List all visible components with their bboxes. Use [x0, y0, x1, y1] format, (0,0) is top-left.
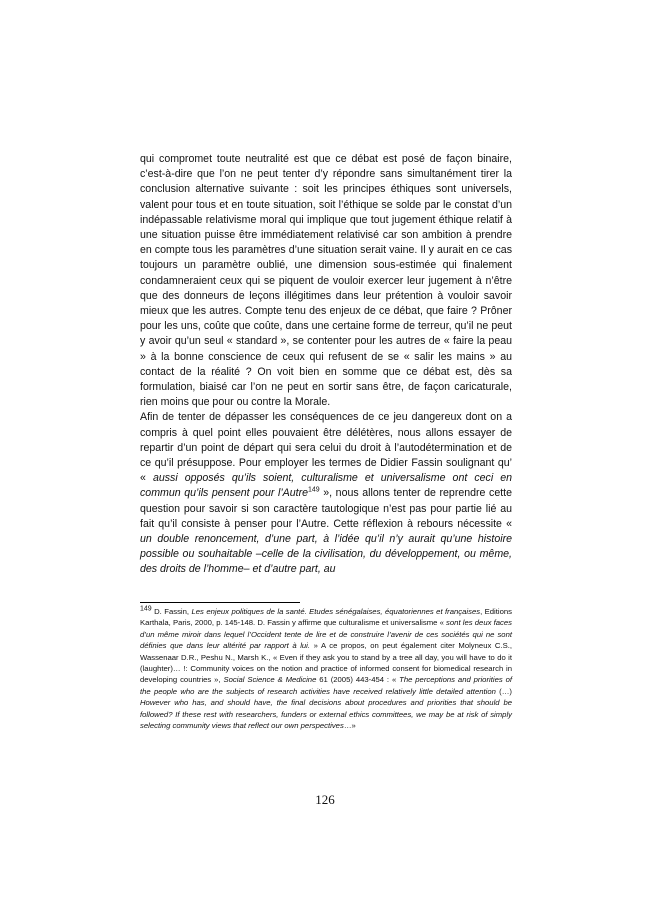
footnote-text: » A ce propos, on peut également citer Molyneux C.S., Wassenaar D.R., Peshu N., Marsh K., « Even if they ask you to stand by a tree all day, you will have to do it (laughter)… !: Community voices on the notion and practice of informed consent for biomedical research in developing countries »,	[140, 641, 512, 685]
paragraph-2	[140, 410, 512, 577]
footnote-text: , Editions Karthala, Paris, 2000, p. 145-148. D. Fassin y affirme que culturalisme et universalisme «	[140, 607, 513, 628]
footnote-149	[140, 606, 512, 731]
footnote-quote: sont les deux faces d’un même miroir dans lequel l’Occident tente de lire et de construire l’avenir de ces sociétés qui ne sont définies que dans leur altérité par rapport à lui.	[140, 618, 512, 651]
footnote-text: D. Fassin,	[151, 607, 192, 616]
paragraph-1-text: qui compromet toute neutralité est que ce débat est posé de façon binaire, c’est-à-dire que l’on ne peut tenter d’y répondre sans simultanément tirer la conclusion alternative suivante : soit les principes éthiques sont universels, valent pour tous et en toute situation, soit l’éthique se solde par le constat d’un indépassable relativisme moral qui implique que tout jugement éthique relatif à une situation puisse être immédiatement relativisé car son ambition à prendre en compte tous les paramètres d’une situation serait vaine. Il y aurait en ce cas toujours un paramètre oublié, une dimension sous-estimée qui finalement condamneraient ceux qui se piquent de vouloir exercer leur jugement à n’être que des donneurs de leçons illégitimes dans leur prétention à vouloir savoir mieux que les autres. Compte tenu des enjeux de ce débat, que faire ? Prôner pour les uns, coûte que coûte, dans une certaine forme de terreur, qu’il ne peut y avoir qu’un seul « standard », se contenter pour les autres de « faire la peau » à la bonne conscience de ceux qui refusent de se « salir les mains » au contact de la réalité ? On voit bien en somme que ce débat est, dès sa formulation, biaisé car l’on ne peut en sortir sans être, de façon caricaturale, rien moins que pour ou contre la Morale.	[140, 153, 512, 409]
page-number: 126	[315, 792, 335, 807]
paragraph-1	[140, 152, 512, 410]
footnote-text: …»	[343, 721, 356, 731]
double-renoncement-quote: un double renoncement, d’une part, à l’idée qu’il n’y aurait qu’une histoire possible ou souhaitable –celle de la civilisation, du développement, ou même, des droits de l’homme– et d’autre part, au	[140, 533, 512, 576]
paragraph-2-text-a: Afin de tenter de dépasser les conséquences de ce jeu dangereux dont on a compris à quel point elles pouvaient être délétères, nous allons essayer de repartir d’un point de départ qui sera celui du droit à l’autodétermination et de ce qu’il présuppose. Pour employer les termes de Didier Fassin soulignant qu’ «	[140, 411, 512, 485]
fassin-quote: aussi opposés qu’ils soient, culturalisme et universalisme ont ceci en commun qu’ils pensent pour l’Autre	[140, 472, 512, 500]
footnote-text: (…)	[495, 686, 512, 696]
footnote-book-title: Les enjeux politiques de la santé. Etudes sénégalaises, équatoriennes et françaises	[191, 607, 481, 616]
footnote-separator	[140, 602, 300, 603]
footnote-number: 149	[140, 605, 152, 613]
body-text	[140, 152, 512, 578]
footnote-quote: However who has, and should have, the final decisions about procedures and priorities that should be followed? If these rest with researchers, funders or external ethics committees, we may be at risk of simply selecting community views that reflect our own perspectives	[140, 698, 512, 731]
footnote-journal-title: Social Science & Medicine	[223, 675, 317, 685]
footnote-text: 61 (2005) 443-454 : «	[316, 675, 400, 685]
footnote-quote: The perceptions and priorities of the people who are the subjects of research activities have received relatively little detailed attention	[140, 675, 513, 696]
footnote-ref-149[interactable]: 149	[308, 486, 320, 494]
paragraph-2-text-b: », nous allons tenter de reprendre cette question pour savoir si son caractère tautologique n’est pas pour partie lié au fait qu’il consiste à penser pour l’Autre. Cette réflexion à rebours nécessite «	[140, 487, 512, 530]
